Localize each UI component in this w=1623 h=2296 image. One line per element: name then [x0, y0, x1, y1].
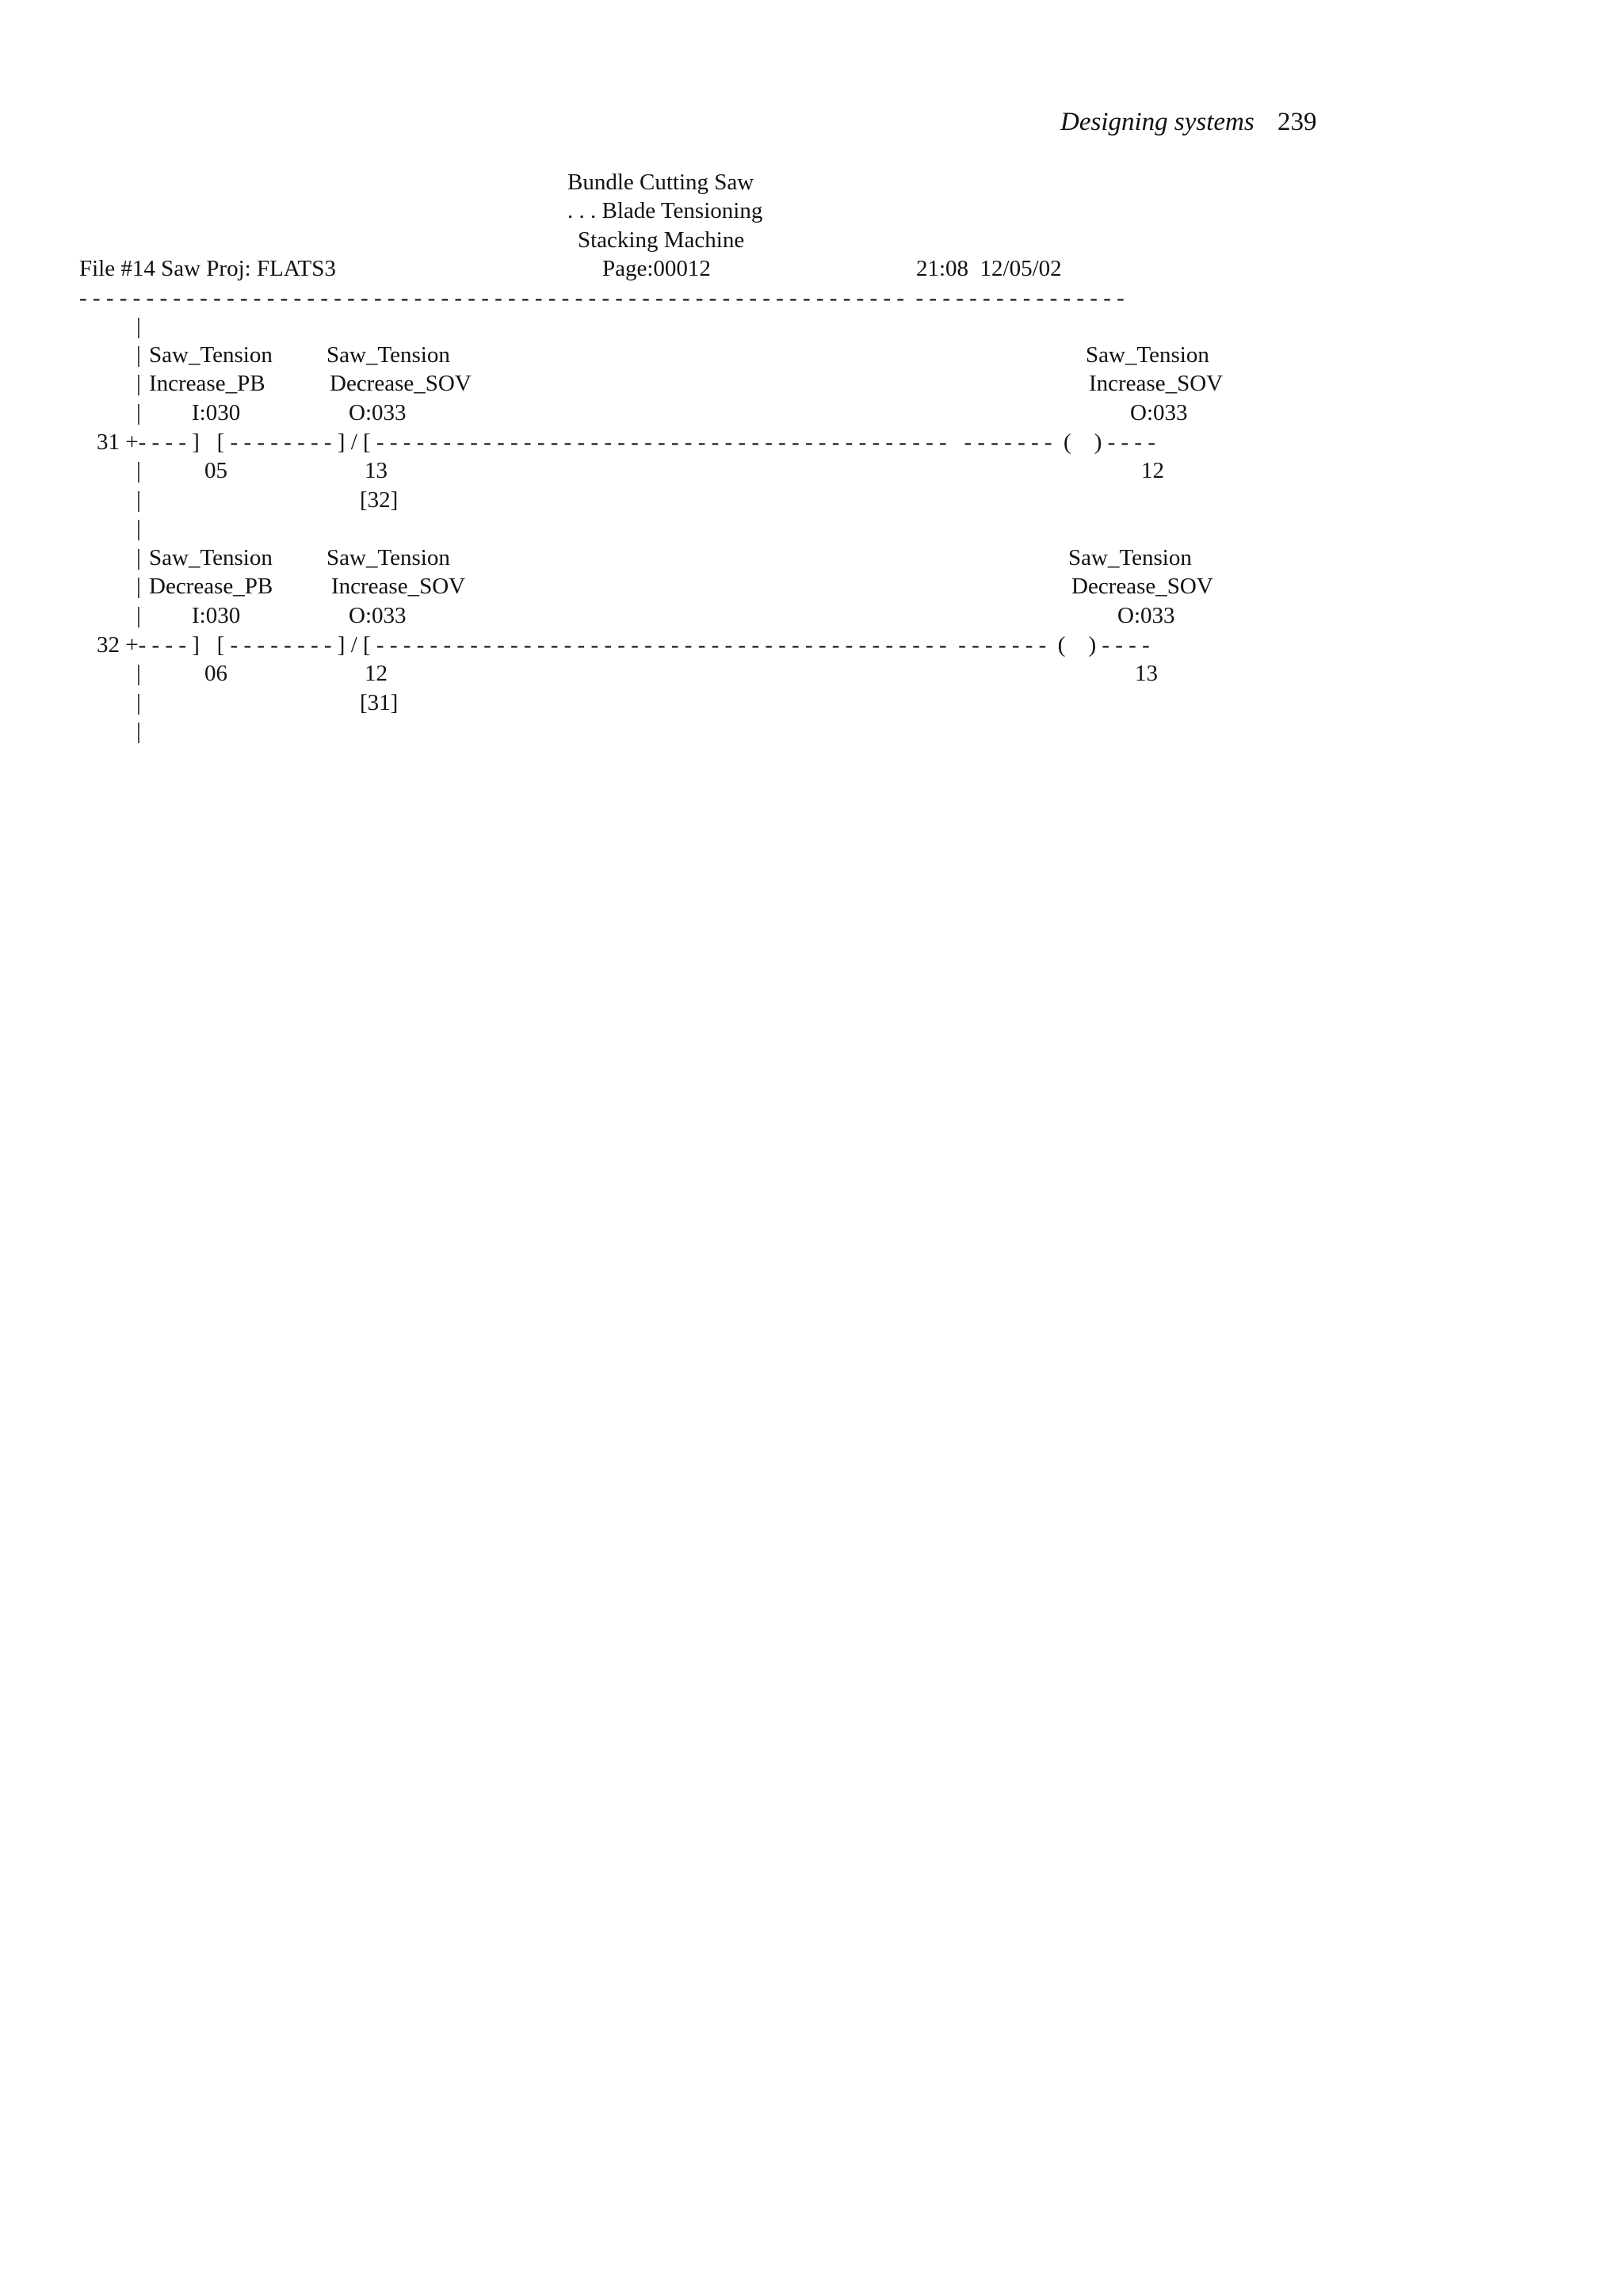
rail-bar: |	[136, 516, 141, 541]
page-number: 239	[1277, 108, 1317, 136]
coil-bit: 13	[1135, 661, 1158, 686]
coil-name2: Decrease_SOV	[1071, 574, 1213, 599]
contact1-name2: Increase_PB	[149, 371, 265, 396]
contact2-name2: Increase_SOV	[331, 574, 466, 599]
running-header-title: Designing systems	[1060, 108, 1254, 136]
rail-bar: |	[136, 574, 141, 599]
rail-bar: |	[136, 371, 141, 396]
coil-name1: Saw_Tension	[1086, 342, 1209, 368]
coil-address: O:033	[1117, 603, 1175, 628]
coil-bit: 12	[1141, 458, 1164, 483]
rail-bar: |	[136, 719, 141, 744]
contact2-address: O:033	[349, 603, 407, 628]
coil-name1: Saw_Tension	[1068, 545, 1192, 570]
rung-line: 31 +- - - - ] [ - - - - - - - - ] / [ - - - - - - - - - - - - - - - - - - - - - - - - - - - - - - - - - - - - - - - - - - - - - - - - - - ( ) - - - -	[97, 429, 1155, 455]
coil-address: O:033	[1130, 400, 1188, 425]
rail-bar: |	[136, 690, 141, 715]
contact1-name1: Saw_Tension	[149, 342, 273, 368]
contact2-address: O:033	[349, 400, 407, 425]
rung-line: 32 +- - - - ] [ - - - - - - - - ] / [ - - - - - - - - - - - - - - - - - - - - - - - - - - - - - - - - - - - - - - - - - - - - - - - - - - ( ) - - - -	[97, 632, 1150, 658]
contact1-address: I:030	[192, 400, 241, 425]
contact2-name2: Decrease_SOV	[330, 371, 472, 396]
rail-bar: |	[136, 661, 141, 686]
contact1-name1: Saw_Tension	[149, 545, 273, 570]
contact1-address: I:030	[192, 603, 241, 628]
contact1-bit: 06	[204, 661, 227, 686]
rail-bar: |	[136, 400, 141, 425]
separator-line: - - - - - - - - - - - - - - - - - - - - - - - - - - - - - - - - - - - - - - - - - - - - - - - - - - - - - - - - - - - - - - - - - - - - - - - - - - - - - -	[79, 285, 1125, 311]
report-title-line2: . . . Blade Tensioning	[567, 198, 763, 223]
contact2-xref: [32]	[360, 487, 399, 513]
coil-name2: Increase_SOV	[1089, 371, 1224, 396]
rail-bar: |	[136, 458, 141, 483]
rail-bar: |	[136, 545, 141, 570]
contact2-name1: Saw_Tension	[327, 545, 450, 570]
file-info: File #14 Saw Proj: FLATS3	[79, 256, 336, 281]
rail-bar: |	[136, 603, 141, 628]
contact2-bit: 12	[365, 661, 388, 686]
contact2-xref: [31]	[360, 690, 399, 715]
contact2-bit: 13	[365, 458, 388, 483]
rail-bar: |	[136, 314, 141, 339]
datetime-info: 21:08 12/05/02	[916, 256, 1062, 281]
rail-bar: |	[136, 342, 141, 368]
rail-bar: |	[136, 487, 141, 513]
contact2-name1: Saw_Tension	[327, 342, 450, 368]
page-info: Page:00012	[602, 256, 711, 281]
contact1-bit: 05	[204, 458, 227, 483]
report-title-line3: Stacking Machine	[578, 227, 745, 253]
report-title-line1: Bundle Cutting Saw	[567, 170, 754, 195]
contact1-name2: Decrease_PB	[149, 574, 273, 599]
